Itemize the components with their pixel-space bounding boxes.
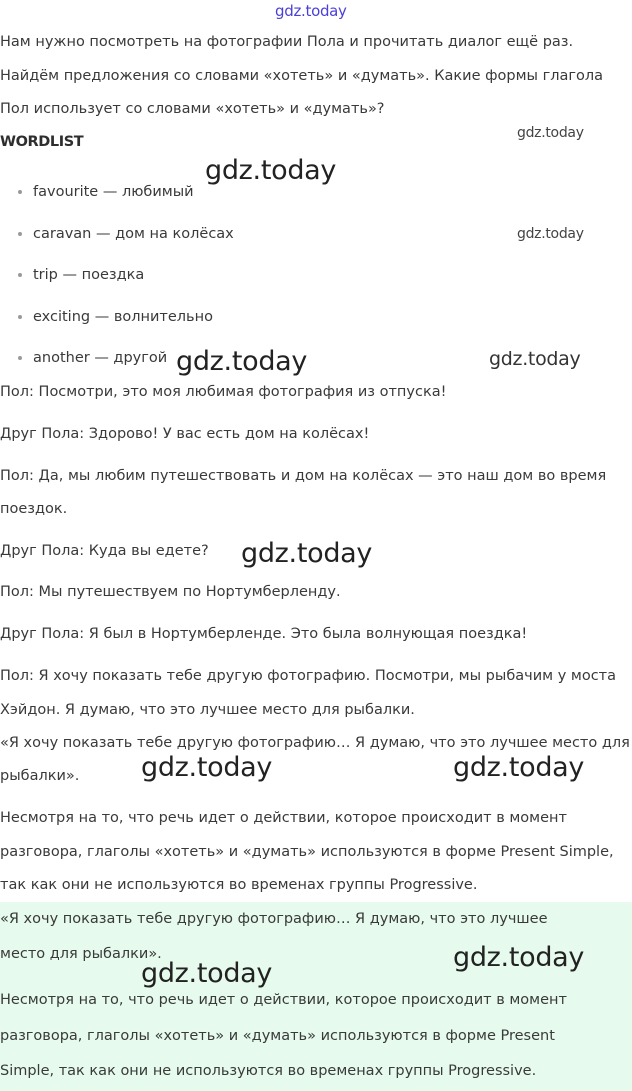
watermark: gdz.today [176,346,308,377]
answer-line: разговора, глаголы «хотеть» и «думать» используются в форме Present Simple, [0,844,614,860]
bullet-icon [18,315,22,319]
dialogue-line: Друг Пола: Я был в Нортумберленде. Это была волнующая поездка! [0,626,528,642]
bullet-icon [18,232,22,236]
dialogue-line: Пол: Да, мы любим путешествовать и дом на колёсах — это наш дом во время [0,468,607,484]
wordlist-item: favourite — любимый [18,184,194,200]
watermark: gdz.today [453,942,585,973]
bullet-icon [18,273,22,277]
intro-line: Найдём предложения со словами «хотеть» и «думать». Какие формы глагола [0,68,604,84]
dialogue-line: Друг Пола: Куда вы едете? [0,543,209,559]
watermark: gdz.today [241,538,373,569]
dialogue-line: Пол: Мы путешествуем по Нортумберленду. [0,584,341,600]
intro-line: Пол использует со словами «хотеть» и «думать»? [0,101,385,117]
wordlist-item: caravan — дом на колёсах [18,226,234,242]
answer-line: так как они не используются во временах группы Progressive. [0,877,478,893]
answer-line: «Я хочу показать тебе другую фотографию… Я думаю, что это лучшее место для [0,735,630,751]
watermark: gdz.today [517,125,584,141]
watermark: gdz.today [141,752,273,783]
highlighted-answer-line: разговора, глаголы «хотеть» и «думать» используются в форме Present [0,1028,555,1044]
watermark: gdz.today [453,752,585,783]
dialogue-line: поездок. [0,501,68,517]
highlighted-answer-line: Несмотря на то, что речь идет о действии, которое происходит в момент [0,992,567,1008]
intro-line: Нам нужно посмотреть на фотографии Пола и прочитать диалог ещё раз. [0,34,574,50]
bullet-icon [18,356,22,360]
wordlist-item: trip — поездка [18,267,144,283]
dialogue-line: Пол: Я хочу показать тебе другую фотографию. Посмотри, мы рыбачим у моста [0,668,616,684]
watermark: gdz.today [141,958,273,989]
wordlist-item: exciting — волнительно [18,309,213,325]
watermark: gdz.today [205,155,337,186]
dialogue-line: Друг Пола: Здорово! У вас есть дом на колёсах! [0,426,370,442]
bullet-icon [18,190,22,194]
highlighted-answer-line: место для рыбалки». [0,946,162,962]
dialogue-line: Пол: Посмотри, это моя любимая фотография из отпуска! [0,384,447,400]
highlighted-answer-line: «Я хочу показать тебе другую фотографию… Я думаю, что это лучшее [0,911,548,927]
wordlist-item: another — другой [18,350,167,366]
answer-line: рыбалки». [0,768,80,784]
wordlist-heading: WORDLIST [0,134,84,150]
watermark: gdz.today [489,348,581,370]
watermark-top: gdz.today [275,2,347,20]
answer-line: Несмотря на то, что речь идет о действии, которое происходит в момент [0,810,567,826]
highlighted-answer-line: Simple, так как они не используются во временах группы Progressive. [0,1063,537,1079]
dialogue-line: Хэйдон. Я думаю, что это лучшее место для рыбалки. [0,702,415,718]
watermark: gdz.today [517,226,584,242]
